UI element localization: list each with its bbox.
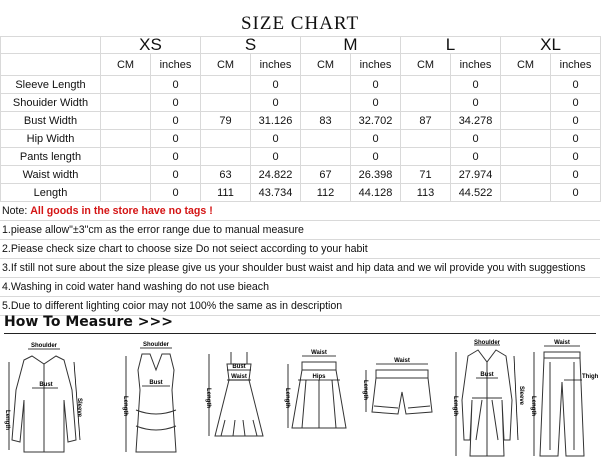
no-tags-warning: All goods in the store have no tags ! bbox=[30, 205, 213, 217]
table-row bbox=[1, 166, 601, 184]
size-xs: XS bbox=[101, 37, 201, 54]
table-cell bbox=[501, 166, 551, 184]
table-cell: 0 bbox=[551, 112, 601, 130]
table-cell bbox=[101, 94, 151, 112]
length-label: Length bbox=[284, 388, 290, 408]
shoulder-label: Shoulder bbox=[473, 340, 501, 346]
note-check-chart: 2.Piease check size chart to choose size Do not seiect according to your habit bbox=[0, 240, 600, 259]
table-cell: 44.128 bbox=[351, 184, 401, 202]
table-cell bbox=[201, 76, 251, 94]
table-cell bbox=[501, 184, 551, 202]
table-cell: 0 bbox=[251, 148, 301, 166]
length-label: Length bbox=[362, 380, 368, 400]
table-cell bbox=[101, 112, 151, 130]
table-cell: 26.398 bbox=[351, 166, 401, 184]
table-cell: 0 bbox=[351, 94, 401, 112]
table-cell: 0 bbox=[451, 94, 501, 112]
table-row bbox=[1, 112, 601, 130]
table-cell bbox=[301, 94, 351, 112]
row-label: Sleeve Length bbox=[1, 76, 101, 94]
table-cell: 83 bbox=[301, 112, 351, 130]
row-label: Length bbox=[1, 184, 101, 202]
note-washing: 4.Washing in coid water hand washing do not use bieach bbox=[0, 278, 600, 297]
table-cell bbox=[501, 148, 551, 166]
unit-inches: inches bbox=[551, 54, 601, 76]
note-suggestions: 3.If still not sure about the size please give us your shoulder bust waist and hip data and we wil provide you with suggestions bbox=[0, 259, 600, 278]
size-chart-title: SIZE CHART bbox=[240, 13, 360, 34]
table-row bbox=[1, 94, 601, 112]
waist-label: Waist bbox=[554, 340, 570, 346]
table-cell bbox=[301, 130, 351, 148]
table-cell: 0 bbox=[151, 130, 201, 148]
measure-figures bbox=[0, 340, 600, 462]
table-row bbox=[1, 76, 601, 94]
table-cell: 111 bbox=[201, 184, 251, 202]
waist-label: Waist bbox=[311, 350, 327, 356]
unit-cm: CM bbox=[101, 54, 151, 76]
row-label: Shouider Width bbox=[1, 94, 101, 112]
table-cell: 0 bbox=[551, 76, 601, 94]
table-row bbox=[1, 184, 601, 202]
table-cell: 63 bbox=[201, 166, 251, 184]
table-cell: 0 bbox=[351, 76, 401, 94]
camisole-dress-icon bbox=[205, 340, 273, 462]
size-header-row bbox=[1, 37, 601, 54]
table-cell: 43.734 bbox=[251, 184, 301, 202]
table-cell bbox=[101, 166, 151, 184]
unit-inches: inches bbox=[451, 54, 501, 76]
table-cell: 0 bbox=[551, 130, 601, 148]
unit-inches: inches bbox=[351, 54, 401, 76]
table-cell: 79 bbox=[201, 112, 251, 130]
table-cell: 0 bbox=[551, 184, 601, 202]
note-error-range: 1.piease allow"±3"cm as the error range due to manual measure bbox=[0, 221, 600, 240]
table-cell: 113 bbox=[401, 184, 451, 202]
corner-cell bbox=[1, 37, 101, 54]
table-cell bbox=[501, 130, 551, 148]
table-cell: 0 bbox=[451, 76, 501, 94]
size-s: S bbox=[201, 37, 301, 54]
table-cell: 44.522 bbox=[451, 184, 501, 202]
table-cell bbox=[101, 130, 151, 148]
length-label: Length bbox=[4, 410, 10, 430]
corner-cell bbox=[1, 54, 101, 76]
sleeve-label: Sleeve bbox=[76, 398, 82, 418]
trousers-icon bbox=[530, 340, 598, 462]
waist-label: Waist bbox=[394, 358, 410, 364]
row-label: Pants length bbox=[1, 148, 101, 166]
unit-inches: inches bbox=[151, 54, 201, 76]
table-cell bbox=[501, 112, 551, 130]
table-cell: 0 bbox=[151, 166, 201, 184]
table-cell: 34.278 bbox=[451, 112, 501, 130]
table-cell bbox=[501, 94, 551, 112]
table-cell: 0 bbox=[251, 130, 301, 148]
length-label: Length bbox=[205, 388, 211, 408]
bust-label: Bust bbox=[480, 372, 494, 378]
table-row bbox=[1, 130, 601, 148]
size-xl: XL bbox=[501, 37, 601, 54]
table-cell bbox=[101, 148, 151, 166]
table-cell bbox=[301, 76, 351, 94]
note-lighting: 5.Due to different lighting coior may not 100% the same as in description bbox=[0, 297, 600, 316]
table-cell bbox=[201, 94, 251, 112]
sleeve-label: Sleeve bbox=[518, 386, 524, 406]
table-cell: 0 bbox=[151, 76, 201, 94]
hips-label: Hips bbox=[312, 374, 326, 380]
trench-coat-icon bbox=[452, 340, 522, 462]
waist-label: Waist bbox=[231, 374, 247, 380]
table-cell bbox=[301, 148, 351, 166]
length-label: Length bbox=[530, 396, 536, 416]
table-row bbox=[1, 148, 601, 166]
unit-header-row bbox=[1, 54, 601, 76]
table-cell: 0 bbox=[351, 148, 401, 166]
tank-top-icon bbox=[122, 340, 190, 462]
table-cell: 0 bbox=[251, 76, 301, 94]
size-chart-table bbox=[0, 36, 601, 202]
note-prefix: Note: bbox=[2, 205, 31, 217]
table-cell bbox=[201, 148, 251, 166]
row-label: Waist width bbox=[1, 166, 101, 184]
bust-label: Bust bbox=[149, 380, 163, 386]
table-cell bbox=[501, 76, 551, 94]
table-cell: 0 bbox=[351, 130, 401, 148]
table-cell: 32.702 bbox=[351, 112, 401, 130]
table-cell bbox=[401, 76, 451, 94]
table-cell: 67 bbox=[301, 166, 351, 184]
length-label: Length bbox=[122, 396, 128, 416]
unit-cm: CM bbox=[501, 54, 551, 76]
table-cell bbox=[101, 76, 151, 94]
table-cell: 0 bbox=[151, 148, 201, 166]
unit-cm: CM bbox=[401, 54, 451, 76]
size-l: L bbox=[401, 37, 501, 54]
table-cell: 0 bbox=[551, 94, 601, 112]
table-cell: 0 bbox=[451, 130, 501, 148]
measurement-rows bbox=[1, 76, 601, 202]
table-cell bbox=[401, 148, 451, 166]
table-cell bbox=[401, 130, 451, 148]
row-label: Bust Width bbox=[1, 112, 101, 130]
notes-section bbox=[0, 202, 600, 316]
how-to-measure-heading: How To Measure >>> bbox=[4, 314, 173, 330]
bust-label: Bust bbox=[39, 382, 53, 388]
note-line bbox=[0, 202, 600, 221]
table-cell: 27.974 bbox=[451, 166, 501, 184]
row-label: Hip Width bbox=[1, 130, 101, 148]
table-cell: 87 bbox=[401, 112, 451, 130]
table-cell: 0 bbox=[551, 148, 601, 166]
bust-label: Bust bbox=[232, 364, 246, 370]
table-cell: 71 bbox=[401, 166, 451, 184]
unit-inches: inches bbox=[251, 54, 301, 76]
table-cell: 0 bbox=[251, 94, 301, 112]
table-cell bbox=[401, 94, 451, 112]
table-cell bbox=[101, 184, 151, 202]
table-cell: 0 bbox=[551, 166, 601, 184]
size-m: M bbox=[301, 37, 401, 54]
length-label: Length bbox=[452, 396, 458, 416]
table-cell: 24.822 bbox=[251, 166, 301, 184]
unit-cm: CM bbox=[201, 54, 251, 76]
shirt-icon bbox=[2, 340, 84, 462]
table-cell: 0 bbox=[451, 148, 501, 166]
shoulder-label: Shoulder bbox=[142, 342, 170, 348]
table-cell: 31.126 bbox=[251, 112, 301, 130]
table-cell: 0 bbox=[151, 94, 201, 112]
divider bbox=[4, 333, 596, 334]
skirt-icon bbox=[284, 340, 354, 462]
unit-cm: CM bbox=[301, 54, 351, 76]
shorts-icon bbox=[362, 340, 442, 462]
table-cell: 0 bbox=[151, 112, 201, 130]
shoulder-label: Shoulder bbox=[30, 343, 58, 349]
table-cell: 112 bbox=[301, 184, 351, 202]
thigh-label: Thigh bbox=[582, 374, 599, 380]
table-cell bbox=[201, 130, 251, 148]
table-cell: 0 bbox=[151, 184, 201, 202]
